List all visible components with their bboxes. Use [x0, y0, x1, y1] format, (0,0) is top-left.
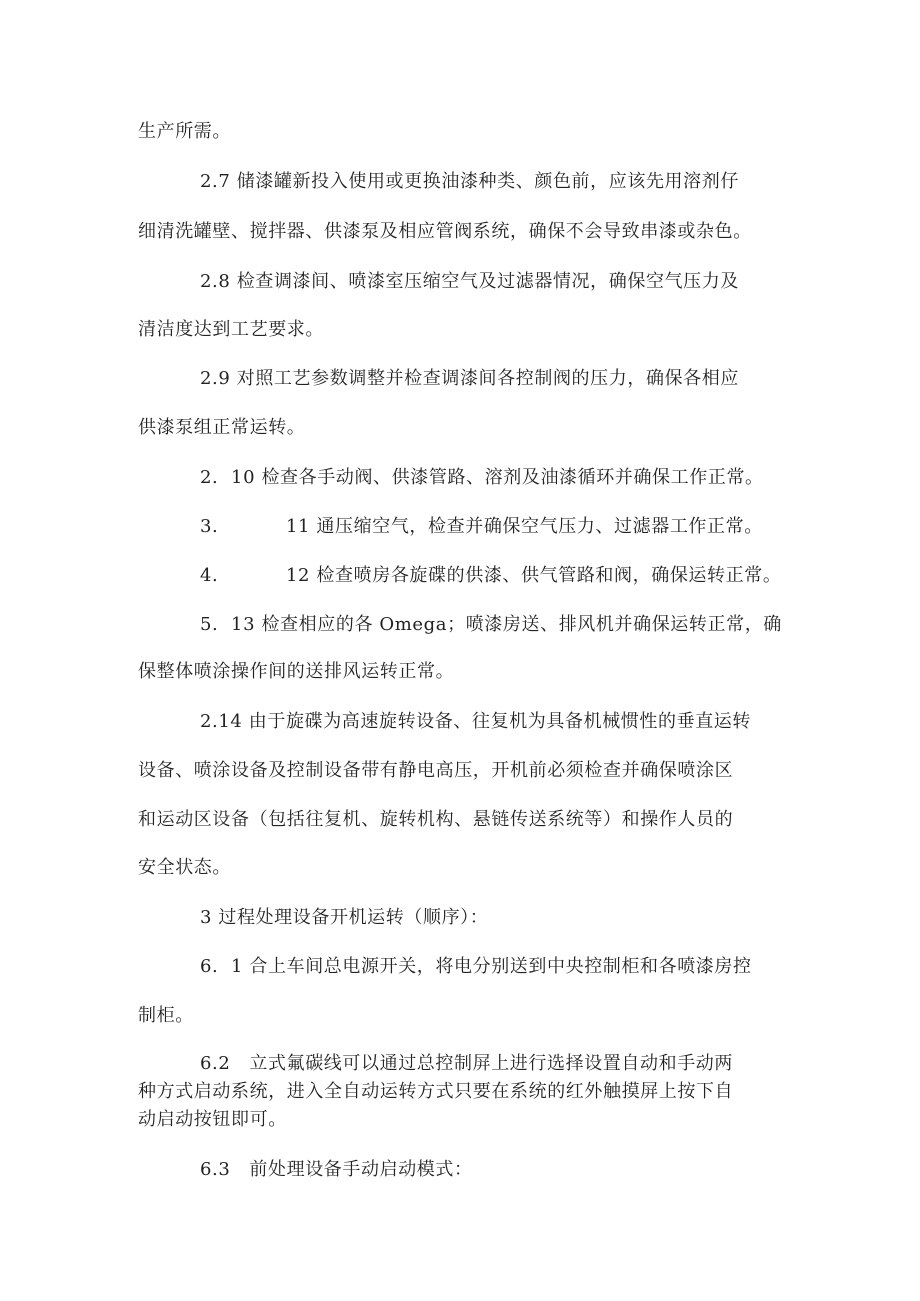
text-line: 设备、喷涂设备及控制设备带有静电高压，开机前必须检查并确保喷涂区	[138, 760, 734, 781]
text-line: 6.2 立式氟碳线可以通过总控制屏上进行选择设置自动和手动两	[200, 1053, 733, 1074]
text-line: 5. 13 检查相应的各 Omega；喷漆房送、排风机并确保运转正常，确	[200, 614, 782, 635]
text-line: 2.14 由于旋碟为高速旋转设备、往复机为具备机械惯性的垂直运转	[200, 711, 751, 732]
text-line: 2.7 储漆罐新投入使用或更换油漆种类、颜色前，应该先用溶剂仔	[200, 171, 739, 192]
text-line: 12 检查喷房各旋碟的供漆、供气管路和阀，确保运转正常。	[286, 565, 782, 586]
text-line: 11 通压缩空气，检查并确保空气压力、过滤器工作正常。	[286, 516, 763, 537]
text-line: 2. 10 检查各手动阀、供漆管路、溶剂及油漆循环并确保工作正常。	[200, 467, 764, 488]
text-line: 制柜。	[138, 1005, 194, 1026]
section-heading: 3 过程处理设备开机运转（顺序）：	[200, 907, 489, 928]
text-line: 6.3 前处理设备手动启动模式：	[200, 1159, 473, 1180]
text-line: 供漆泵组正常运转。	[138, 417, 306, 438]
text-line: 2.8 检查调漆间、喷漆室压缩空气及过滤器情况，确保空气压力及	[200, 271, 739, 292]
text-line: 6. 1 合上车间总电源开关，将电分别送到中央控制柜和各喷漆房控	[200, 956, 752, 977]
text-line: 种方式启动系统，进入全自动运转方式只要在系统的红外触摸屏上按下自	[138, 1081, 734, 1102]
text-line: 动启动按钮即可。	[138, 1109, 287, 1130]
text-line: 细清洗罐壁、搅拌器、供漆泵及相应管阀系统，确保不会导致串漆或杂色。	[138, 221, 752, 242]
text-line: 2.9 对照工艺参数调整并检查调漆间各控制阀的压力，确保各相应	[200, 368, 739, 389]
text-line: 安全状态。	[138, 857, 231, 878]
text-line: 生产所需。	[138, 121, 231, 142]
text-line: 和运动区设备（包括往复机、旋转机构、悬链传送系统等）和操作人员的	[138, 809, 734, 830]
list-number: 3.	[200, 516, 219, 537]
text-line: 清洁度达到工艺要求。	[138, 319, 324, 340]
list-number: 4.	[200, 565, 219, 586]
text-line: 保整体喷涂操作间的送排风运转正常。	[138, 661, 455, 682]
